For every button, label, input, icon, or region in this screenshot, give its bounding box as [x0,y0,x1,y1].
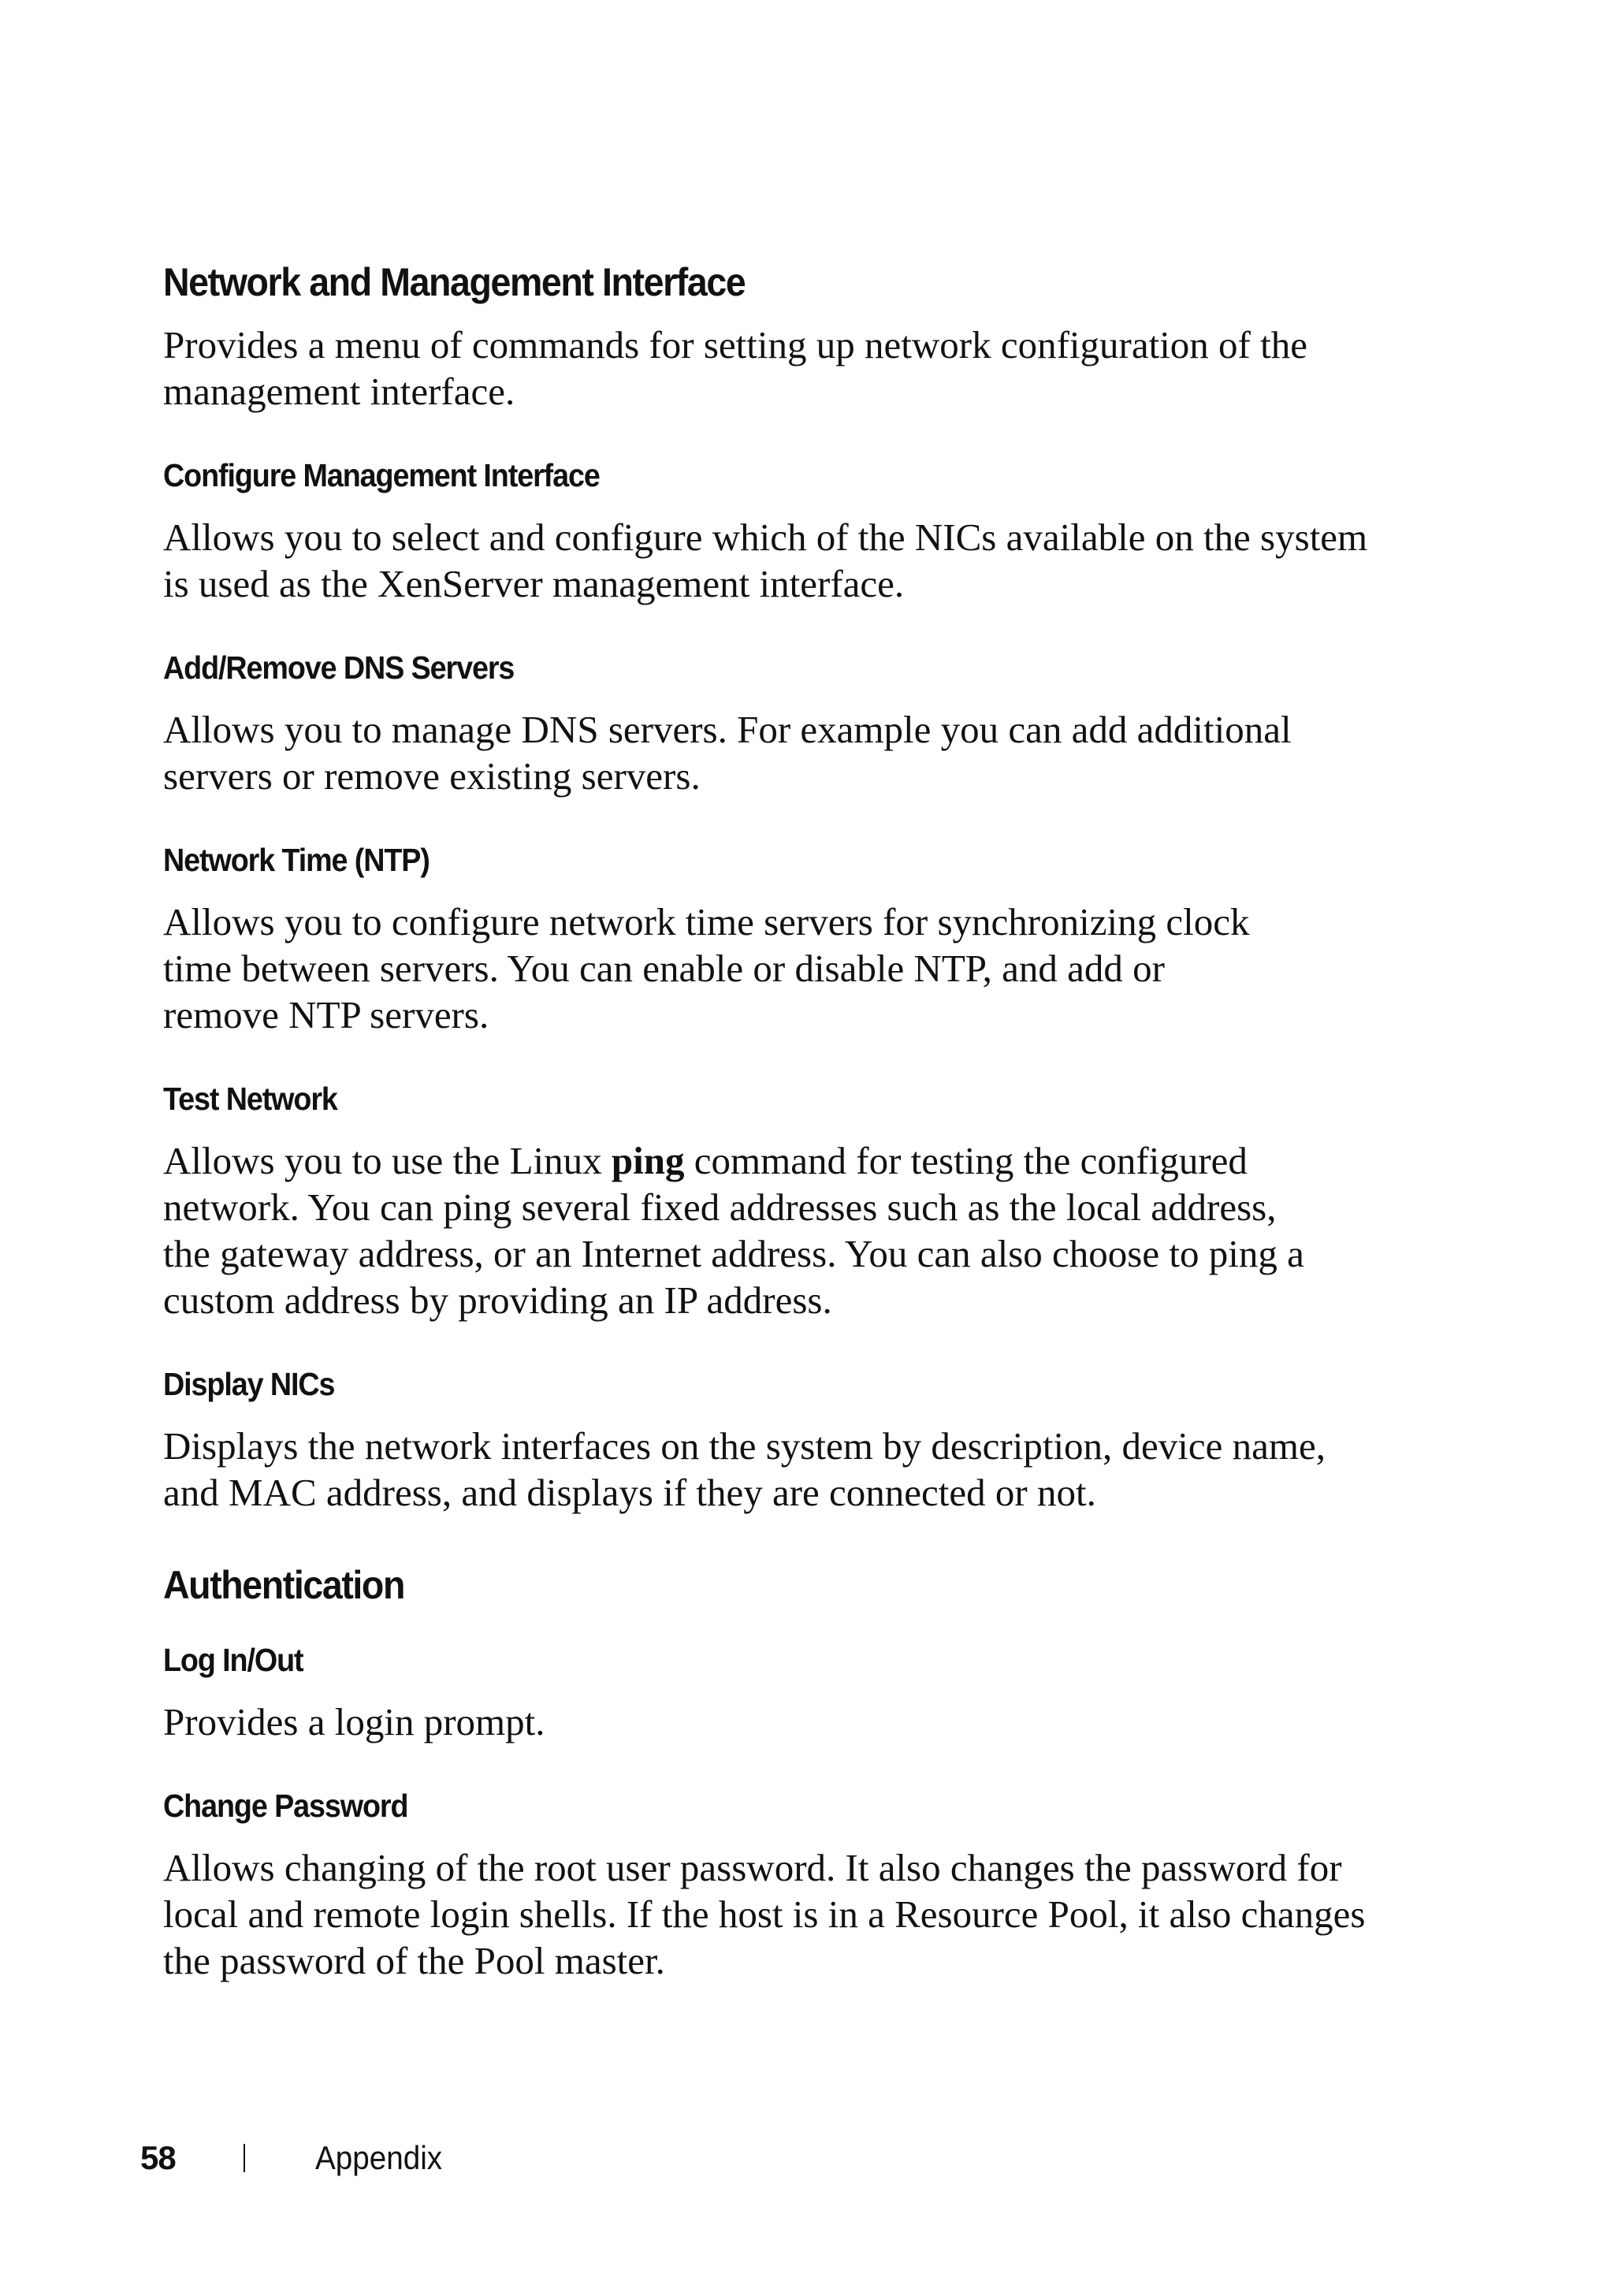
paragraph-log-in-out: Provides a login prompt. [163,1700,545,1743]
footer-section-name: Appendix [315,2139,443,2176]
section-intro-network: Provides a menu of commands for setting up network configuration of the management interface. [163,323,1307,413]
page-content [163,259,1408,1984]
footer-divider [244,2144,245,2172]
paragraph-configure-management-interface: Allows you to select and configure which of the NICs available on the system is used as the XenServer management interface. [163,515,1368,605]
paragraph-network-time: Allows you to configure network time servers for synchronizing clock time between servers. You can enable or disable NTP, and add or remove NTP servers. [163,900,1250,1036]
paragraph-add-remove-dns-servers: Allows you to manage DNS servers. For example you can add additional servers or remove existing servers. [163,708,1292,798]
test-network-text-after: command for testing the configured network. You can ping several fixed addresses such as the local address, the gateway address, or an Internet address. You can also choose to ping a custom address by providing an IP address. [163,1139,1304,1322]
section-title-network: Network and Management Interface [163,260,746,304]
subheading-change-password: Change Password [163,1788,408,1824]
paragraph-test-network [163,1137,1408,1323]
test-network-text-before: Allows you to use the Linux [163,1139,612,1182]
subheading-display-nics: Display NICs [163,1366,335,1402]
page-number: 58 [140,2139,176,2176]
subheading-add-remove-dns-servers: Add/Remove DNS Servers [163,649,515,686]
subheading-log-in-out: Log In/Out [163,1642,303,1678]
subheading-network-time: Network Time (NTP) [163,842,430,878]
paragraph-display-nics: Displays the network interfaces on the system by description, device name, and MAC address, and displays if they are connected or not. [163,1424,1326,1514]
ping-command: ping [611,1139,685,1182]
subheading-configure-management-interface: Configure Management Interface [163,457,600,493]
subheading-test-network: Test Network [163,1081,337,1117]
section-title-authentication: Authentication [163,1563,404,1607]
paragraph-change-password: Allows changing of the root user password. It also changes the password for local and remote login shells. If the host is in a Resource Pool, it also changes the password of the Pool master. [163,1846,1366,1982]
